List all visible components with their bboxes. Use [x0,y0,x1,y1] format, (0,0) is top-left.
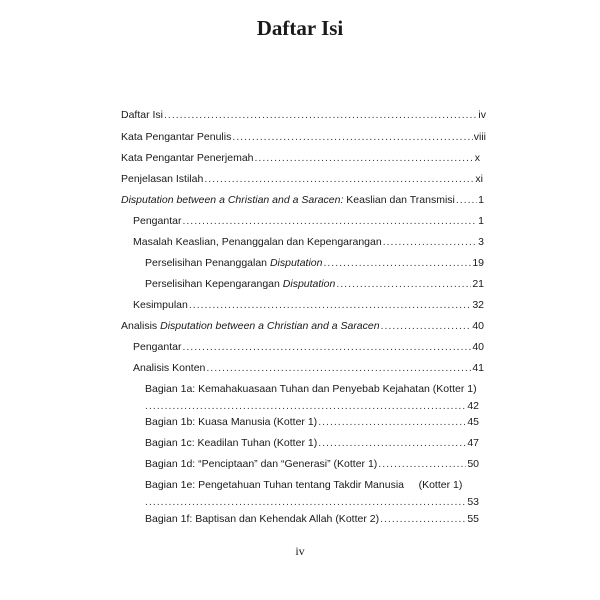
toc-page-number: 3 [478,236,484,248]
toc-page-number: 42 [467,400,479,412]
toc-entry-label [145,278,335,291]
dot-leader [255,152,474,165]
toc-entry-italic: Disputation between a Christian and a Saracen: [121,194,344,206]
toc-entry-label: Bagian 1d: “Penciptaan” dan “Generasi” (Kotter 1) [145,458,378,470]
toc-entry-label: Daftar Isi [121,109,164,121]
dot-leader [189,299,471,312]
toc-entry-label: Pengantar [133,341,182,353]
dot-leader [145,400,466,413]
dot-leader [182,341,471,354]
toc-page-number: x [474,152,480,164]
toc-entry-penjelasan-istilah[interactable] [121,173,483,186]
toc-page-number: 32 [472,299,484,311]
toc-entry-analisis-konten[interactable] [133,362,484,375]
dot-leader [182,215,477,228]
toc-entry-perselisihan-kepengarangan[interactable] [145,278,484,291]
toc-entry-pengantar-2[interactable] [133,341,484,354]
dot-leader [204,173,474,186]
toc-page-number: iv [478,109,486,121]
toc-entry-label: Pengantar [133,215,182,227]
toc-entry-italic: Disputation [282,278,336,290]
toc-page-number: 55 [467,513,479,525]
toc-entry-label [121,320,380,333]
toc-entry-analisis-disputation[interactable] [121,320,484,333]
toc-entry-bagian-1b[interactable] [145,416,479,429]
toc-entry-kata-pengantar-penerjemah[interactable] [121,152,480,165]
page-number-footer: iv [295,544,305,558]
toc-entry-bagian-1f[interactable] [145,513,479,526]
toc-entry-perselisihan-penanggalan[interactable] [145,257,484,270]
dot-leader [164,109,477,122]
toc-entry-label: Bagian 1b: Kuasa Manusia (Kotter 1) [145,416,318,428]
dot-leader [380,513,466,526]
toc-entry-italic: Disputation between a Christian and a Saracen [160,320,380,332]
dot-leader [383,236,477,249]
toc-entry-label: Kata Pengantar Penulis [121,131,232,143]
dot-leader [456,194,477,207]
toc-entry-pengantar-1[interactable] [133,215,484,228]
toc-entry-label-text: Perselisihan Kepengarangan [145,278,283,290]
toc-page-number: 1 [478,215,484,227]
toc-page-number: 40 [472,341,484,353]
toc-page-number: 53 [467,496,479,508]
toc-entry-bagian-1c[interactable] [145,437,479,450]
toc-entry-label: Kesimpulan [133,299,188,311]
toc-entry-label: Bagian 1a: Kemahakuasaan Tuhan dan Penyebab Kejahatan (Kotter 1) [145,383,477,395]
dot-leader [381,320,472,333]
dot-leader [206,362,471,375]
toc-entry-kata-pengantar-penulis[interactable] [121,131,486,144]
toc-page-number: 1 [478,194,484,206]
toc-entry-label-rest: Keaslian dan Transmisi [343,194,455,206]
toc-entry-label: Masalah Keaslian, Penanggalan dan Kepengarangan [133,236,382,248]
toc-page-number: 50 [467,458,479,470]
dot-leader [232,131,472,144]
toc-entry-label-text: Analisis [121,320,161,332]
toc-page-number: 45 [467,416,479,428]
toc-page-number: 47 [467,437,479,449]
toc-page-number: 41 [472,362,484,374]
toc-entry-label: Analisis Konten [133,362,206,374]
toc-entry-label-text: Perselisihan Penanggalan [145,257,270,269]
toc-entry-bagian-1e[interactable] [145,479,479,509]
toc-entry-disputation-keaslian[interactable] [121,194,484,207]
toc-entry-masalah-keaslian[interactable] [133,236,484,249]
toc-page-number: 21 [472,278,484,290]
toc-page-number: viii [473,131,486,143]
toc-entry-daftar-isi[interactable] [121,109,486,122]
toc-entry-label: Bagian 1e: Pengetahuan Tuhan tentang Takdir Manusia (Kotter 1) [145,479,463,491]
dot-leader [145,496,466,509]
toc-page-number: xi [475,173,483,185]
toc-entry-italic: Disputation [269,257,323,269]
dot-leader [336,278,471,291]
page-title: Daftar Isi [256,16,344,40]
dot-leader [378,458,466,471]
dot-leader [318,437,466,450]
toc-page-number: 40 [472,320,484,332]
toc-entry-label: Bagian 1c: Keadilan Tuhan (Kotter 1) [145,437,318,449]
toc-entry-label: Penjelasan Istilah [121,173,204,185]
toc-page-number: 19 [472,257,484,269]
toc-entry-bagian-1a[interactable] [145,383,479,413]
toc-entry-label: Bagian 1f: Baptisan dan Kehendak Allah (Kotter 2) [145,513,380,525]
toc-entry-kesimpulan[interactable] [133,299,484,312]
dot-leader [318,416,466,429]
dot-leader [323,257,471,270]
toc-entry-label [145,257,322,270]
toc-entry-bagian-1d[interactable] [145,458,479,471]
toc-entry-label: Kata Pengantar Penerjemah [121,152,254,164]
toc-entry-label [121,194,455,207]
